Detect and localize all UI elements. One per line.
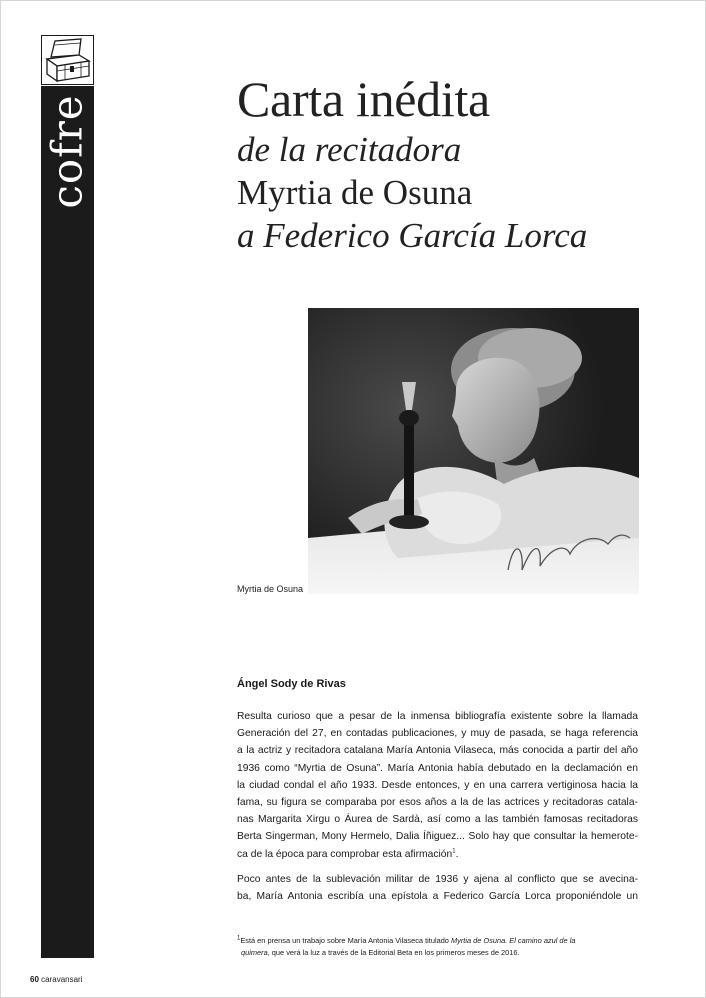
paragraph-line	[237, 846, 638, 863]
footnote	[237, 935, 642, 959]
publication-name: caravansari	[41, 975, 83, 984]
paragraph-line: Berta Singerman, Mony Hermelo, Dalia Íñiguez... Solo hay que consultar la hemerote-	[237, 831, 638, 843]
footnote-line: quimera, que verá la luz a través de la Editorial Beta en los primeros meses de 2016.	[241, 948, 520, 957]
article-title	[237, 70, 677, 257]
portrait-photo	[308, 308, 639, 594]
footnote-line	[237, 935, 642, 947]
article-paragraph-1	[237, 708, 638, 863]
section-label-text: cofre	[43, 93, 93, 209]
section-label	[41, 86, 94, 216]
title-line-2: de la recitadora	[237, 130, 462, 169]
title-line-3: Myrtia de Osuna	[237, 173, 473, 212]
article-paragraph-2	[237, 871, 638, 905]
sentence-period: .	[455, 848, 459, 860]
paragraph-line: a la actriz y recitadora catalana María Antonia Vilaseca, más conocida a partir del año	[237, 745, 638, 757]
footnote-book-title-continued: quimera	[241, 948, 268, 957]
paragraph-line: Resulta curioso que a pesar de la inmensa bibliografía existente sobre la llamada	[237, 711, 638, 722]
title-line-1: Carta inédita	[237, 71, 490, 127]
page-number: 60	[30, 975, 39, 984]
paragraph-line: Generación del 27, en contadas publicaciones, y muy de pasada, se haga referencia	[237, 728, 638, 740]
paragraph-line: la ciudad condal el año 1933. Desde entonces, y en una carrera vertiginosa hacia la	[237, 779, 638, 791]
paragraph-line: nas Margarita Xirgu o Áurea de Sardà, así como a las también famosas recitadoras	[237, 814, 638, 826]
footnote-book-title: Myrtia de Osuna. El camino azul de la	[450, 936, 576, 945]
page-folio	[30, 975, 83, 984]
photo-caption: Myrtia de Osuna	[237, 584, 304, 594]
paragraph-line: ba, María Antonia escribía una epístola a Federico García Lorca proponiéndole un	[237, 891, 638, 903]
treasure-chest-icon	[41, 35, 94, 85]
paragraph-line: Poco antes de la sublevación militar de 1936 y ajena al conflicto que se avecina-	[237, 874, 638, 885]
paragraph-line: fama, su figura se comparaba por esos años a la de las actrices y recitadoras catala-	[237, 796, 638, 808]
article-author: Ángel Sody de Rivas	[237, 678, 346, 690]
title-line-4: a Federico García Lorca	[237, 216, 588, 255]
paragraph-line: 1936 como “Myrtia de Osuna”. María Antonia había debutado en la declamación en	[237, 762, 638, 774]
paragraph-line-text: ca de la época para comprobar esta afirmación	[237, 848, 453, 860]
footnote-text-a: Está en prensa un trabajo sobre María Antonia Vilaseca titulado	[240, 936, 451, 945]
footnote-marker: 1	[237, 935, 241, 942]
footnote-reference: 1	[452, 848, 456, 855]
section-sidebar	[41, 86, 94, 958]
